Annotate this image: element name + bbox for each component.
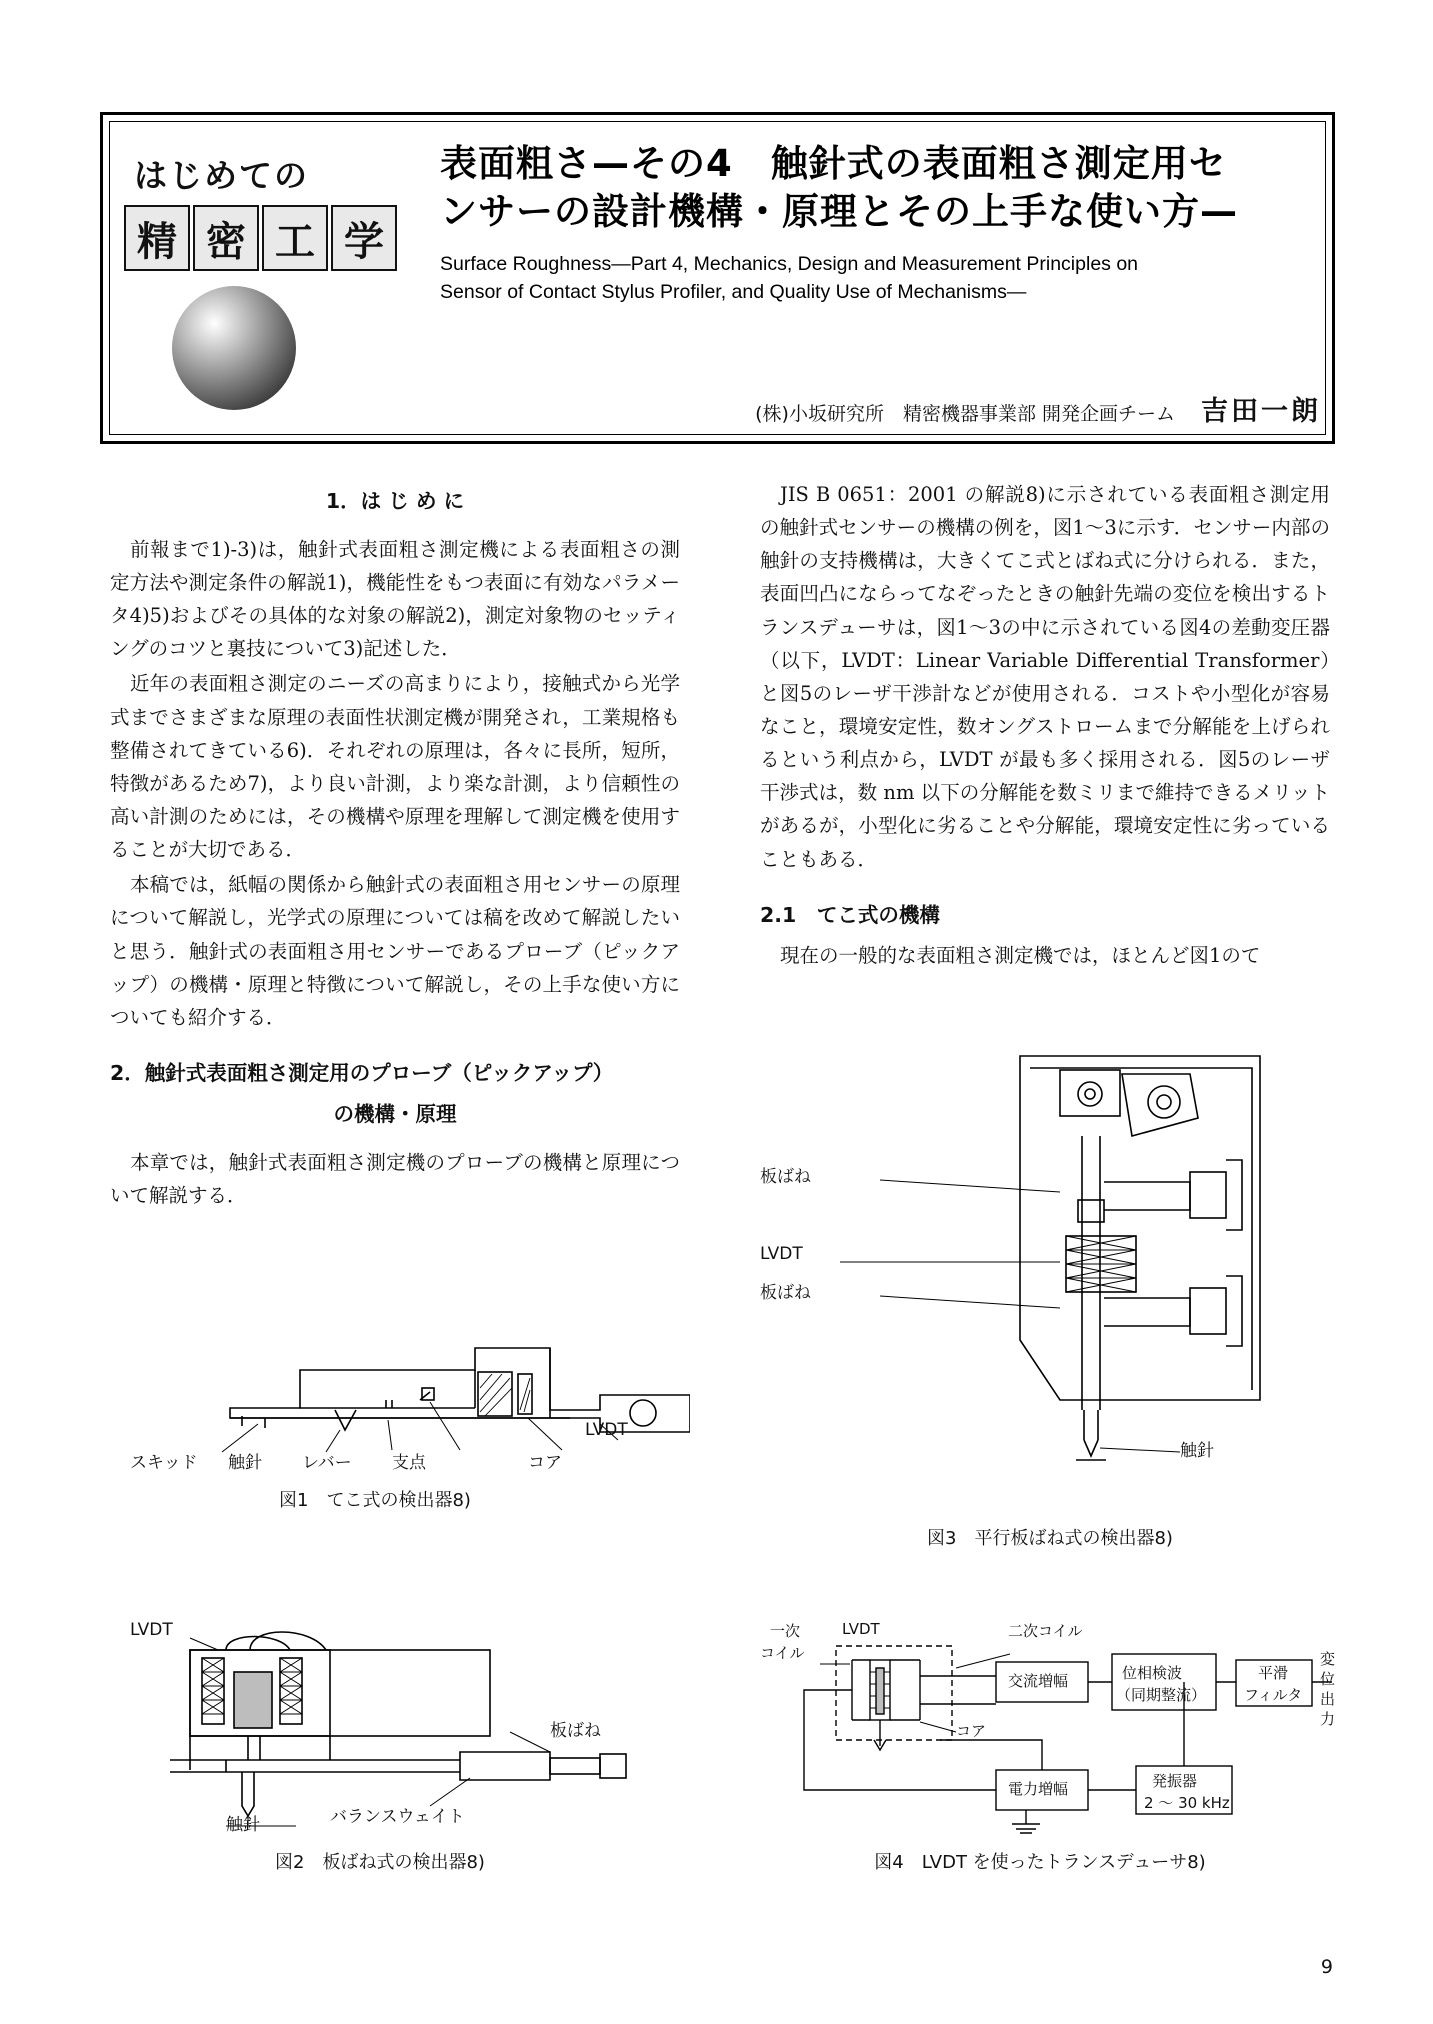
article-title-en-line1: Surface Roughness—Part 4, Mechanics, Design and Measurement Principles on xyxy=(440,253,1139,276)
figure-1-label-stylus: 触針 xyxy=(228,1453,262,1473)
heading-section-2-1: 2.1 てこ式の機構 xyxy=(760,902,940,927)
figure-4-block-phase-detector-1: 位相検波 xyxy=(1122,1664,1183,1682)
right-text-column xyxy=(760,478,1330,974)
article-header-banner xyxy=(100,112,1335,444)
article-title-jp-line2: ンサーの設計機構・原理とその上手な使い方— xyxy=(440,190,1238,234)
left-text-column xyxy=(110,478,680,1214)
paragraph-l4: 本章では，触針式表面粗さ測定機のプローブの機構と原理について解説する． xyxy=(110,1150,680,1207)
figure-4-label-output-1: 変 xyxy=(1320,1650,1336,1668)
figure-4-label-output-2: 位 xyxy=(1320,1670,1336,1688)
logo-kanji-4: 学 xyxy=(331,205,397,271)
figure-2-label-lvdt: LVDT xyxy=(130,1620,173,1640)
figure-4-block-ac-amp: 交流増幅 xyxy=(1008,1672,1069,1690)
figure-4-label-primary-coil-2: コイル xyxy=(760,1644,805,1662)
figure-1-caption: 図1 てこ式の検出器8) xyxy=(279,1490,471,1511)
figure-4-label-lvdt: LVDT xyxy=(842,1620,880,1638)
figure-1-label-skid: スキッド xyxy=(130,1453,198,1473)
figure-4-drawing xyxy=(760,1620,1340,1835)
figure-1-label-lvdt: LVDT xyxy=(585,1420,628,1440)
figure-1-label-fulcrum: 支点 xyxy=(392,1453,426,1473)
figure-3-label-stylus: 触針 xyxy=(1180,1441,1214,1461)
figure-2 xyxy=(130,1620,690,1900)
figure-4-block-power-amp: 電力増幅 xyxy=(1008,1780,1069,1798)
figure-4-caption: 図4 LVDT を使ったトランスデューサ8) xyxy=(874,1852,1206,1873)
figure-2-label-stylus: 触針 xyxy=(226,1815,260,1835)
figure-4-block-oscillator-1: 発振器 xyxy=(1152,1772,1198,1790)
logo-kanji-boxes xyxy=(124,205,414,271)
figure-4-block-smoothing-2: フィルタ xyxy=(1244,1686,1303,1704)
figure-4-label-output-4: 力 xyxy=(1320,1710,1336,1728)
figure-3-label-leafspring-top: 板ばね xyxy=(760,1167,811,1187)
figure-2-label-leafspring: 板ばね xyxy=(550,1721,601,1741)
figure-4-block-phase-detector-2: （同期整流） xyxy=(1116,1686,1207,1704)
figure-1-label-core: コア xyxy=(528,1453,562,1473)
series-logo xyxy=(124,136,414,426)
figure-1-label-lever: レバー xyxy=(302,1453,352,1473)
article-title-en-line2: Sensor of Contact Stylus Profiler, and Quality Use of Mechanisms— xyxy=(440,281,1027,304)
figure-3-label-leafspring-bottom: 板ばね xyxy=(760,1283,811,1303)
logo-kanji-3: 工 xyxy=(262,205,328,271)
figure-4-label-core: コア xyxy=(956,1722,987,1740)
author-name: 吉田一朗 xyxy=(1201,396,1321,427)
paragraph-r1: JIS B 0651：2001 の解説8)に示されている表面粗さ測定用の触針式センサーの機構の例を，図1～3に示す．センサー内部の触針の支持機構は，大きくてこ式とばね式に分けられる．また，表面凹凸にならってなぞったときの触針先端の変位を検出するトランスデューサは，図1～3の中に示されている図4の差動変圧器（以下，LVDT：Linear Variable Differential Transformer）と図5のレーザ干渉計などが使用される．コストや小型化が容易なこと，環境安定性，数オングストロームまで分解能を上げられるという利点から，LVDT が最も多く採用される．図5のレーザ干渉式は，数 nm 以下の分解能を数ミリまで維持できるメリットがあるが，小型化に劣ることや分解能，環境安定性に劣っていることもある． xyxy=(760,483,1330,871)
sphere-graphic xyxy=(172,286,296,410)
heading-section-1: 1．は じ め に xyxy=(325,489,465,513)
figure-3 xyxy=(760,1040,1340,1570)
figure-4 xyxy=(760,1620,1340,1900)
logo-kanji-2: 密 xyxy=(193,205,259,271)
paragraph-r2: 現在の一般的な表面粗さ測定機では，ほとんど図1のて xyxy=(780,943,1261,967)
figure-3-label-lvdt: LVDT xyxy=(760,1244,803,1264)
heading-section-2-line2: の機構・原理 xyxy=(333,1101,457,1126)
logo-hajimete-text: はじめての xyxy=(134,156,309,195)
banner-inner-border xyxy=(109,121,1326,435)
article-title-jp-line1: 表面粗さ—その4 触針式の表面粗さ測定用セ xyxy=(440,142,1227,185)
paragraph-l2: 近年の表面粗さ測定のニーズの高まりにより，接触式から光学式までさまざまな原理の表面性状測定機が開発され，工業規格も整備されてきている6)．それぞれの原理は，各々に長所，短所，特徴があるため7)，より良い計測，より楽な計測，より信頼性の高い計測のためには，その機構や原理を理解して測定機を使用することが大切である． xyxy=(110,672,680,862)
figure-3-drawing xyxy=(760,1040,1340,1520)
figure-2-label-balanceweight: バランスウェイト xyxy=(330,1807,465,1827)
figure-1 xyxy=(130,1300,690,1530)
figure-4-label-primary-coil-1: 一次 xyxy=(770,1622,801,1640)
page-number: 9 xyxy=(1320,1956,1333,1978)
heading-section-2-line1: 2．触針式表面粗さ測定用のプローブ（ピックアップ） xyxy=(110,1060,614,1085)
logo-kanji-1: 精 xyxy=(124,205,190,271)
figure-4-label-secondary-coil: 二次コイル xyxy=(1008,1622,1083,1640)
figure-3-caption: 図3 平行板ばね式の検出器8) xyxy=(927,1528,1173,1549)
author-byline xyxy=(755,389,1321,428)
article-title-english xyxy=(440,250,1309,307)
article-title-japanese xyxy=(440,140,1309,236)
title-area xyxy=(440,140,1309,307)
figure-4-block-oscillator-2: 2 ～ 30 kHz xyxy=(1144,1794,1230,1812)
paragraph-l1: 前報まで1)-3)は，触針式表面粗さ測定機による表面粗さの測定方法や測定条件の解説1)，機能性をもつ表面に有効なパラメータ4)5)およびその具体的な対象の解説2)，測定対象物のセッティングのコツと裏技について3)記述した． xyxy=(110,537,680,661)
figure-4-label-output-3: 出 xyxy=(1320,1690,1336,1708)
figure-4-block-smoothing-1: 平滑 xyxy=(1258,1664,1289,1682)
figure-2-caption: 図2 板ばね式の検出器8) xyxy=(275,1852,485,1873)
paragraph-l3: 本稿では，紙幅の関係から触針式の表面粗さ用センサーの原理について解説し，光学式の原理については稿を改めて解説したいと思う．触針式の表面粗さ用センサーであるプローブ（ピックアップ）の機構・原理と特徴について解説し，その上手な使い方についても紹介する． xyxy=(110,873,680,1029)
author-affiliation: (株)小坂研究所 精密機器事業部 開発企画チーム xyxy=(755,403,1175,425)
